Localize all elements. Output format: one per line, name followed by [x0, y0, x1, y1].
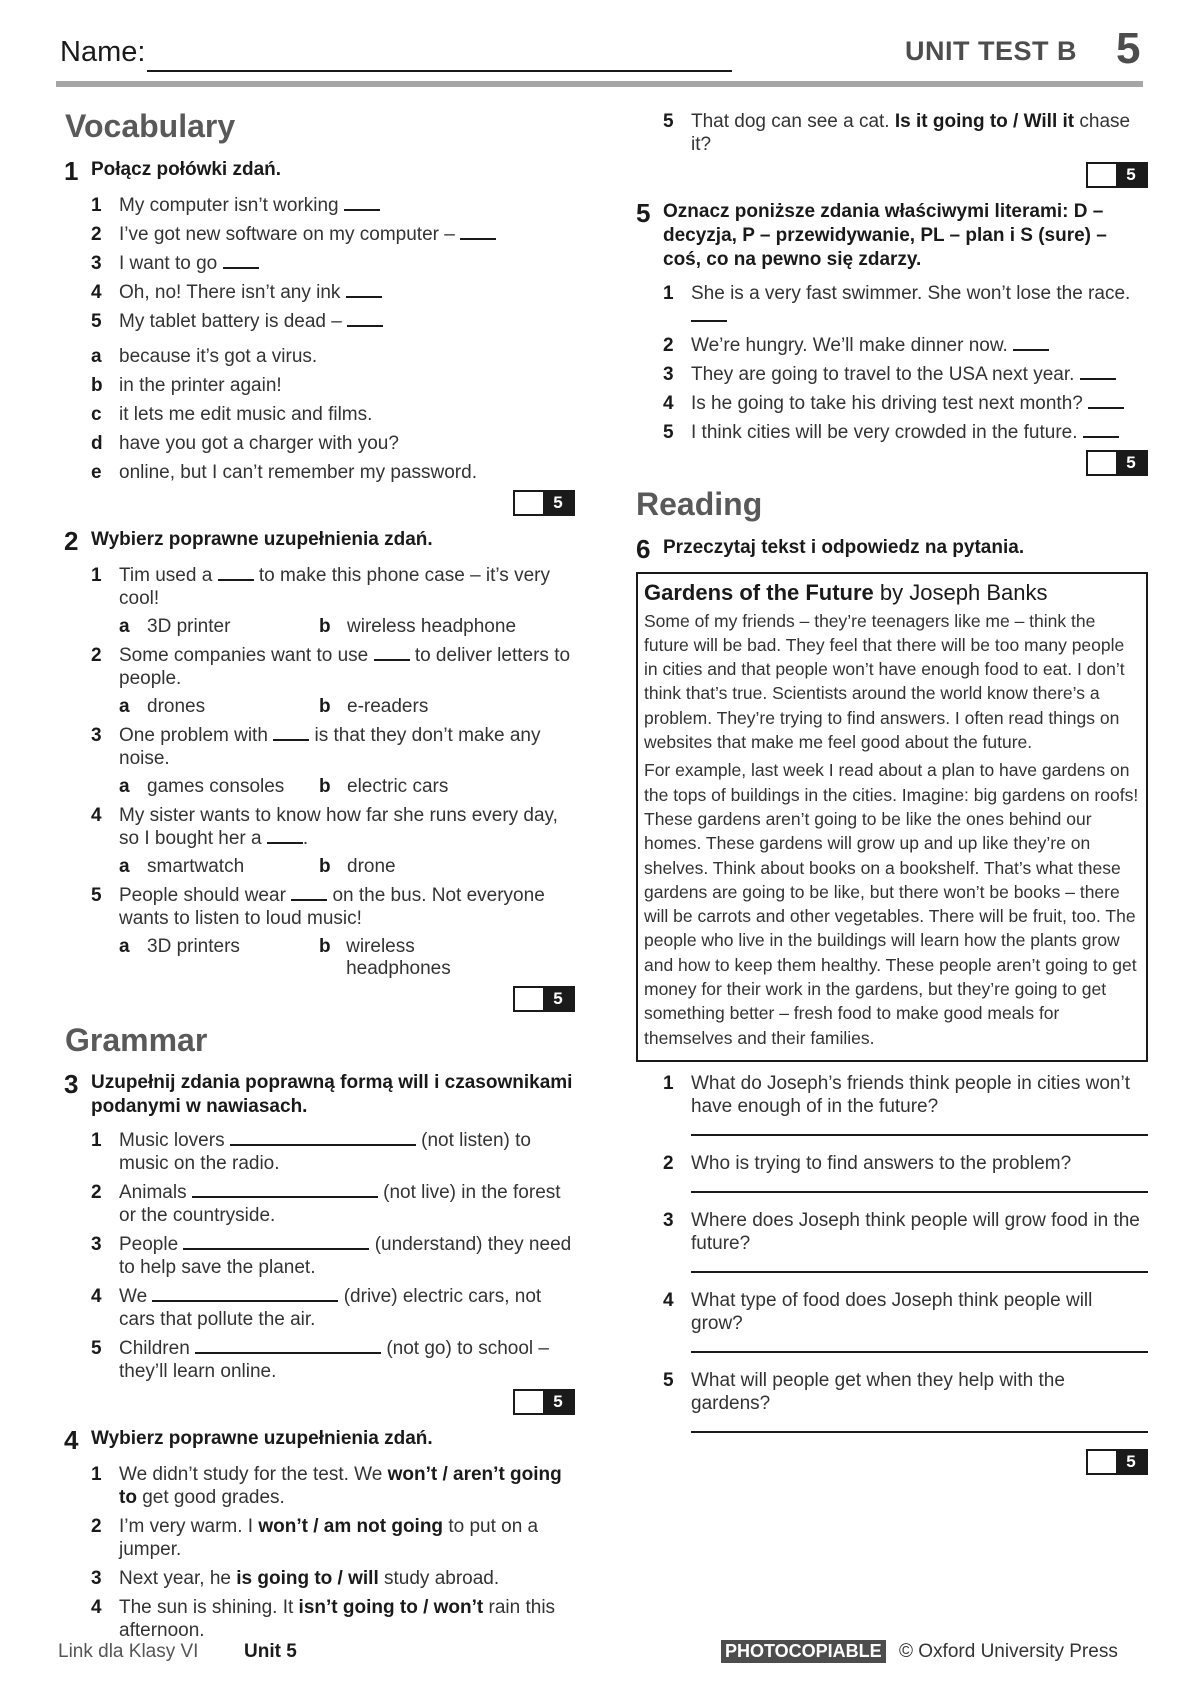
footer-copyright: © Oxford University Press — [899, 1641, 1118, 1662]
choice-text: wireless headphones — [346, 935, 451, 979]
choice-text: electric cars — [347, 775, 449, 797]
task-6-heading — [636, 533, 1148, 564]
unit-test-title: UNIT TEST B — [905, 36, 1077, 66]
task-3-heading — [64, 1071, 575, 1119]
item-text: (not live) in the forest or the countryside. — [119, 1182, 561, 1227]
answer-line[interactable] — [691, 1191, 1148, 1193]
question-text: Who is trying to find answers to the problem? — [691, 1152, 1072, 1174]
option-text: online, but I can’t remember my password. — [119, 461, 477, 483]
item-text: The sun is shining. It — [119, 1597, 294, 1619]
item-text: study abroad. — [384, 1568, 500, 1590]
item-number: 4 — [663, 1289, 674, 1311]
task-instruction: Przeczytaj tekst i odpowiedz na pytania. — [663, 536, 1025, 558]
option-text: have you got a charger with you? — [119, 432, 399, 454]
score-box-task-5 — [636, 450, 1148, 476]
score-input[interactable] — [515, 988, 543, 1010]
choice-text: 3D printers — [147, 935, 240, 957]
question-item — [663, 1289, 1148, 1335]
question-text: What will people get when they help with the gardens? — [691, 1369, 1065, 1414]
item-text: Oh, no! There isn’t any ink — [119, 281, 341, 303]
score-input[interactable] — [515, 1391, 543, 1413]
choice-options[interactable]: won’t / am not going — [258, 1516, 444, 1538]
item-number: 3 — [91, 1568, 102, 1590]
task-5-items — [663, 282, 1148, 444]
answer-blank[interactable] — [1080, 364, 1116, 380]
task-4-heading — [64, 1425, 575, 1456]
answer-blank[interactable] — [346, 282, 382, 298]
answer-blank[interactable] — [691, 306, 727, 322]
right-column — [636, 110, 1148, 1487]
answer-blank[interactable] — [291, 885, 327, 901]
max-points: 5 — [1116, 452, 1146, 474]
item-text: (not listen) to music on the radio. — [119, 1130, 531, 1175]
task-1-items — [91, 194, 575, 484]
list-item — [91, 1285, 575, 1331]
item-text: My tablet battery is dead – — [119, 310, 342, 332]
answer-blank[interactable] — [267, 828, 303, 844]
item-number: 5 — [91, 310, 102, 332]
article-paragraph: Some of my friends – they’re teenagers like me – think the future will be bad. They feel that there will be too many people in cities and that people won’t have enough food to eat. I don’t think that’s true. Scientists around the world know there’s a problem. They’re trying to find answers. I often read things on websites that make me feel good about the future. — [644, 610, 1125, 753]
item-number: 2 — [91, 1182, 102, 1204]
task-number: 3 — [64, 1069, 79, 1100]
reading-text-box — [636, 572, 1148, 1062]
choice-row — [119, 776, 575, 798]
footer-unit: Unit 5 — [244, 1641, 297, 1662]
item-number: 5 — [91, 1338, 102, 1360]
task-instruction: Oznacz poniższe zdania właściwymi literami: D – decyzja, P – przewidywanie, PL – plan i S (sure) – coś, co na pewno się zdarzy. — [663, 201, 1107, 270]
choice-a[interactable]: a 3D printer — [119, 615, 231, 637]
choice-text: wireless headphone — [347, 615, 517, 637]
score-box-task-4 — [636, 162, 1148, 188]
item-text: on the bus. Not everyone wants to listen to loud music! — [119, 884, 545, 929]
item-text: to deliver letters to people. — [119, 644, 571, 689]
item-text: My sister wants to know how far she runs every day, so I bought her a — [119, 804, 558, 849]
task-3-items — [91, 1129, 575, 1383]
task-instruction: Wybierz poprawne uzupełnienia zdań. — [91, 528, 433, 550]
item-text: My computer isn’t working — [119, 194, 339, 216]
score-box-task-2 — [55, 986, 575, 1012]
answer-blank[interactable] — [1088, 393, 1124, 409]
task-number: 1 — [64, 155, 79, 186]
item-text: One problem with — [119, 724, 268, 746]
item-text: Is he going to take his driving test next month? — [691, 393, 1083, 414]
answer-blank[interactable] — [192, 1182, 378, 1198]
choice-row — [119, 936, 575, 980]
list-item — [663, 421, 1148, 444]
option-letter: c — [91, 403, 102, 425]
name-answer-line[interactable] — [147, 70, 732, 72]
list-item — [663, 363, 1148, 386]
task-5-heading — [636, 200, 1148, 272]
answer-line[interactable] — [691, 1134, 1148, 1136]
item-number: 4 — [91, 1597, 102, 1619]
max-points: 5 — [543, 1391, 573, 1413]
list-item — [91, 1129, 575, 1175]
answer-blank[interactable] — [374, 645, 410, 661]
option-letter: a — [91, 345, 102, 367]
option-text: because it’s got a virus. — [119, 345, 318, 367]
item-number: 3 — [91, 1234, 102, 1256]
left-column — [55, 110, 575, 1648]
list-item — [91, 281, 575, 304]
choice-a[interactable]: a 3D printers — [119, 936, 319, 980]
task-instruction: Połącz połówki zdań. — [91, 158, 282, 180]
item-number: 5 — [663, 111, 674, 132]
choice-text: 3D printer — [147, 615, 231, 637]
choice-text: games consoles — [147, 775, 285, 797]
question-text: What type of food does Joseph think people will grow? — [691, 1289, 1093, 1334]
answer-blank[interactable] — [223, 253, 259, 269]
item-number: 5 — [663, 422, 674, 443]
score-input[interactable] — [1088, 452, 1116, 474]
item-text: Music lovers — [119, 1130, 225, 1152]
choice-text: drone — [347, 855, 396, 877]
answer-line[interactable] — [691, 1431, 1148, 1433]
option-item — [91, 345, 575, 368]
task-number: 6 — [636, 533, 651, 564]
item-text: I think cities will be very crowded in the future. — [691, 422, 1078, 443]
choice-options[interactable]: is going to / will — [236, 1568, 379, 1590]
answer-blank[interactable] — [152, 1286, 338, 1302]
item-text: Tim used a — [119, 564, 213, 586]
answer-blank[interactable] — [195, 1338, 381, 1354]
task-4-items-continued — [663, 110, 1148, 156]
item-text: Next year, he — [119, 1568, 231, 1590]
footer-book-title: Link dla Klasy VI — [58, 1641, 199, 1662]
section-title-grammar: Grammar — [65, 1021, 208, 1058]
option-item — [91, 432, 575, 455]
item-text: We didn’t study for the test. We — [119, 1464, 383, 1486]
choice-b[interactable]: b wireless headphone — [319, 615, 517, 637]
max-points: 5 — [1116, 164, 1146, 186]
choice-a[interactable]: a drones — [119, 695, 206, 717]
choice-text: smartwatch — [147, 855, 245, 877]
item-number: 3 — [91, 252, 102, 274]
item-text: I’m very warm. I — [119, 1516, 254, 1538]
item-number: 4 — [91, 281, 102, 303]
item-number: 5 — [91, 884, 102, 906]
item-text: get good grades. — [142, 1487, 285, 1509]
item-text: rain this afternoon. — [119, 1597, 556, 1642]
question-text: What do Joseph’s friends think people in cities won’t have enough of in the future? — [691, 1072, 1131, 1117]
list-item — [91, 804, 575, 850]
item-number: 4 — [663, 393, 674, 414]
item-number: 4 — [91, 804, 102, 826]
list-item — [663, 110, 1148, 156]
task-2-heading — [64, 525, 575, 556]
item-text: to make this phone case – it’s very cool! — [119, 564, 550, 609]
score-box-task-3 — [55, 1389, 575, 1415]
item-number: 2 — [91, 1516, 102, 1538]
list-item — [91, 1337, 575, 1383]
name-label: Name: — [60, 36, 146, 68]
choice-row — [119, 696, 575, 718]
list-item — [91, 724, 575, 770]
list-item — [91, 252, 575, 275]
task-instruction: Uzupełnij zdania poprawną formą will i czasownikami podanymi w nawiasach. — [91, 1072, 573, 1118]
item-text: chase it? — [691, 111, 1131, 155]
item-number: 1 — [91, 1464, 102, 1486]
option-letter: d — [91, 432, 103, 454]
item-number: 2 — [91, 223, 102, 245]
item-text: . — [302, 827, 309, 849]
list-item — [91, 644, 575, 690]
item-number: 1 — [663, 1072, 674, 1094]
item-text: (understand) they need to help save the planet. — [119, 1234, 572, 1279]
item-number: 1 — [91, 194, 102, 216]
item-number: 5 — [663, 1369, 674, 1391]
list-item — [663, 392, 1148, 415]
answer-blank[interactable] — [344, 195, 380, 211]
choice-a[interactable]: a smartwatch — [119, 855, 245, 877]
choice-b[interactable]: b wireless headphones — [319, 936, 519, 980]
choice-b[interactable]: b e-readers — [319, 695, 429, 717]
list-item — [91, 1463, 575, 1509]
answer-blank[interactable] — [1013, 335, 1049, 351]
item-text: They are going to travel to the USA next year. — [691, 364, 1075, 385]
choice-options[interactable]: Is it going to / Will it — [894, 111, 1075, 132]
list-item — [663, 334, 1148, 357]
choice-b[interactable]: b electric cars — [319, 775, 449, 797]
question-item — [663, 1209, 1148, 1255]
item-text: Animals — [119, 1182, 187, 1204]
choice-row — [119, 616, 575, 638]
option-text: it lets me edit music and films. — [119, 403, 373, 425]
item-text: People — [119, 1234, 179, 1256]
item-number: 1 — [91, 1130, 102, 1152]
answer-blank[interactable] — [1083, 422, 1119, 438]
item-text: (not go) to school – they’ll learn online. — [119, 1338, 549, 1383]
score-box-task-1 — [55, 490, 575, 516]
item-text: She is a very fast swimmer. She won’t lose the race. — [691, 283, 1131, 304]
task-1-heading — [64, 155, 575, 186]
article-heading — [644, 580, 1140, 606]
task-2-items — [91, 564, 575, 980]
answer-line[interactable] — [691, 1351, 1148, 1353]
task-number: 4 — [64, 1425, 79, 1456]
choice-text: e-readers — [347, 695, 429, 717]
max-points: 5 — [543, 492, 573, 514]
list-item — [91, 194, 575, 217]
item-text: (drive) electric cars, not cars that pollute the air. — [119, 1286, 542, 1331]
answer-blank[interactable] — [460, 224, 496, 240]
option-letter: b — [91, 374, 103, 396]
item-number: 2 — [663, 335, 674, 356]
item-text: I want to go — [119, 252, 218, 274]
item-text: I’ve got new software on my computer – — [119, 223, 455, 245]
option-item — [91, 403, 575, 426]
score-input[interactable] — [515, 492, 543, 514]
answer-blank[interactable] — [230, 1130, 416, 1146]
score-box-task-6 — [636, 1449, 1148, 1475]
header-divider — [56, 81, 1143, 87]
photocopiable-badge: PHOTOCOPIABLE — [721, 1640, 886, 1663]
choice-options[interactable]: isn’t going to / won’t — [298, 1597, 484, 1619]
item-text: That dog can see a cat. — [691, 111, 890, 132]
task-number: 5 — [636, 198, 651, 228]
option-item — [91, 374, 575, 397]
list-item — [91, 1567, 575, 1590]
task-6-questions — [663, 1072, 1148, 1433]
question-item — [663, 1369, 1148, 1415]
item-number: 3 — [91, 724, 102, 746]
item-text: We — [119, 1286, 148, 1308]
answer-blank[interactable] — [347, 311, 383, 327]
list-item — [91, 310, 575, 333]
list-item — [91, 884, 575, 930]
choice-row — [119, 856, 575, 878]
choice-a[interactable]: a games consoles — [119, 775, 285, 797]
task-instruction: Wybierz poprawne uzupełnienia zdań. — [91, 1428, 433, 1450]
option-letter: e — [91, 461, 102, 483]
item-number: 2 — [91, 644, 102, 666]
choice-b[interactable]: b drone — [319, 855, 396, 877]
answer-line[interactable] — [691, 1271, 1148, 1273]
max-points: 5 — [1116, 1451, 1146, 1473]
choice-text: drones — [147, 695, 206, 717]
item-number: 3 — [663, 1209, 674, 1231]
answer-blank[interactable] — [218, 565, 254, 581]
score-input[interactable] — [1088, 1451, 1116, 1473]
choice-options[interactable]: won’t / aren’t going to — [119, 1464, 562, 1509]
item-text: Some companies want to use — [119, 644, 369, 666]
max-points: 5 — [543, 988, 573, 1010]
list-item — [91, 1515, 575, 1561]
item-text: is that they don’t make any noise. — [119, 724, 541, 769]
unit-number: 5 — [1116, 24, 1141, 73]
article-paragraph: For example, last week I read about a plan to have gardens on the tops of buildings in the cities. Imagine: big gardens on roofs! These gardens aren’t going to be like the ones behind our homes. These gardens will grow up and up like they’re on shelves. Think about books on a bookshelf. That’s what these gardens are going to be like, but there won’t be books – there will be carrots and other vegetables. There will be fruit, too. The people who live in the buildings will learn how the plants grow and how to keep them healthy. These people aren’t going to get money for their work in the gardens, but they’re going to get something better – fresh food to make good meals for themselves and their families. — [644, 760, 1139, 1048]
item-number: 1 — [663, 283, 674, 304]
question-text: Where does Joseph think people will grow food in the future? — [691, 1209, 1140, 1254]
item-text: to put on a jumper. — [119, 1516, 539, 1561]
list-item — [91, 1181, 575, 1227]
score-input[interactable] — [1088, 164, 1116, 186]
answer-blank[interactable] — [183, 1234, 369, 1250]
list-item — [663, 282, 1148, 328]
list-item — [91, 564, 575, 610]
item-number: 3 — [663, 364, 674, 385]
question-item — [663, 1072, 1148, 1118]
section-title-reading: Reading — [636, 486, 763, 522]
article-title: Gardens of the Future — [644, 579, 874, 605]
section-title-vocabulary: Vocabulary — [65, 108, 236, 144]
task-number: 2 — [64, 525, 79, 556]
article-author: by Joseph Banks — [879, 579, 1048, 605]
question-item — [663, 1152, 1148, 1175]
list-item — [91, 1233, 575, 1279]
task-4-items — [91, 1463, 575, 1642]
list-item — [91, 1596, 575, 1642]
item-text: People should wear — [119, 884, 286, 906]
option-item — [91, 461, 575, 484]
item-text: We’re hungry. We’ll make dinner now. — [691, 335, 1008, 356]
item-number: 2 — [663, 1152, 674, 1174]
list-item — [91, 223, 575, 246]
item-number: 4 — [91, 1286, 102, 1308]
option-text: in the printer again! — [119, 374, 282, 396]
item-number: 1 — [91, 564, 102, 586]
item-text: Children — [119, 1338, 190, 1360]
answer-blank[interactable] — [273, 725, 309, 741]
